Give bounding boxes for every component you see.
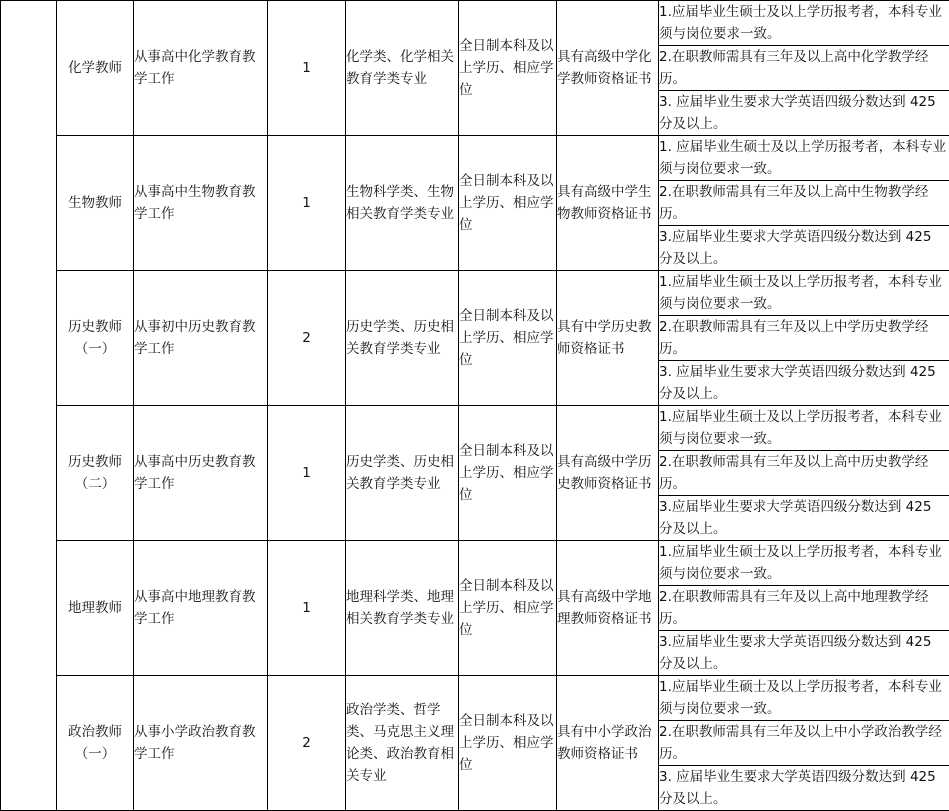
duty-cell: 从事高中化学教育教学工作	[134, 1, 268, 136]
requirement-cell: 1.应届毕业生硕士及以上学历报考者，本科专业须与岗位要求一致。	[659, 541, 949, 586]
requirement-cell: 2.在职教师需具有三年及以上中学历史教学经历。	[659, 316, 949, 361]
count-cell: 1	[268, 1, 346, 136]
requirement-cell: 3.应届毕业生要求大学英语四级分数达到 425 分及以上。	[659, 226, 949, 271]
position-cell: 生物教师	[57, 136, 134, 271]
requirement-cell: 3. 应届毕业生要求大学英语四级分数达到 425 分及以上。	[659, 766, 949, 811]
requirement-cell: 2.在职教师需具有三年及以上高中地理教学经历。	[659, 586, 949, 631]
education-cell: 全日制本科及以上学历、相应学位	[459, 676, 557, 811]
major-cell: 历史学类、历史相关教育学类专业	[346, 406, 459, 541]
qualification-cell: 具有高级中学历史教师资格证书	[557, 406, 659, 541]
major-cell: 生物科学类、生物相关教育学类专业	[346, 136, 459, 271]
duty-cell: 从事高中地理教育教学工作	[134, 541, 268, 676]
qualification-cell: 具有中学历史教师资格证书	[557, 271, 659, 406]
education-cell: 全日制本科及以上学历、相应学位	[459, 136, 557, 271]
qualification-cell: 具有高级中学地理教师资格证书	[557, 541, 659, 676]
qualification-cell: 具有高级中学化学教师资格证书	[557, 1, 659, 136]
table-row	[1, 406, 949, 451]
count-cell: 1	[268, 136, 346, 271]
count-cell: 1	[268, 541, 346, 676]
requirement-cell: 2.在职教师需具有三年及以上高中生物教学经历。	[659, 181, 949, 226]
education-cell: 全日制本科及以上学历、相应学位	[459, 406, 557, 541]
position-cell: 地理教师	[57, 541, 134, 676]
requirement-cell: 3.应届毕业生要求大学英语四级分数达到 425 分及以上。	[659, 496, 949, 541]
requirement-cell: 1.应届毕业生硕士及以上学历报考者，本科专业须与岗位要求一致。	[659, 1, 949, 46]
requirement-cell: 2.在职教师需具有三年及以上中小学政治教学经历。	[659, 721, 949, 766]
requirement-cell: 3.应届毕业生要求大学英语四级分数达到 425 分及以上。	[659, 631, 949, 676]
table-row	[1, 676, 949, 721]
table-row	[1, 136, 949, 181]
table-row	[1, 271, 949, 316]
table-row	[1, 1, 949, 46]
major-cell: 政治学类、哲学类、马克思主义理论类、政治教育相关专业	[346, 676, 459, 811]
major-cell: 地理科学类、地理相关教育学类专业	[346, 541, 459, 676]
major-cell: 化学类、化学相关教育学类专业	[346, 1, 459, 136]
count-cell: 2	[268, 676, 346, 811]
position-cell: 历史教师（一）	[57, 271, 134, 406]
duty-cell: 从事小学政治教育教学工作	[134, 676, 268, 811]
education-cell: 全日制本科及以上学历、相应学位	[459, 1, 557, 136]
duty-cell: 从事初中历史教育教学工作	[134, 271, 268, 406]
left-margin-cell	[1, 1, 57, 811]
education-cell: 全日制本科及以上学历、相应学位	[459, 541, 557, 676]
requirement-cell: 1.应届毕业生硕士及以上学历报考者，本科专业须与岗位要求一致。	[659, 676, 949, 721]
count-cell: 1	[268, 406, 346, 541]
requirement-cell: 1. 应届毕业生硕士及以上学历报考者，本科专业须与岗位要求一致。	[659, 136, 949, 181]
duty-cell: 从事高中生物教育教学工作	[134, 136, 268, 271]
table-row	[1, 541, 949, 586]
requirement-cell: 3. 应届毕业生要求大学英语四级分数达到 425 分及以上。	[659, 91, 949, 136]
duty-cell: 从事高中历史教育教学工作	[134, 406, 268, 541]
count-cell: 2	[268, 271, 346, 406]
requirement-cell: 3. 应届毕业生要求大学英语四级分数达到 425 分及以上。	[659, 361, 949, 406]
requirement-cell: 1.应届毕业生硕士及以上学历报考者，本科专业须与岗位要求一致。	[659, 271, 949, 316]
requirement-cell: 2.在职教师需具有三年及以上高中化学教学经历。	[659, 46, 949, 91]
position-cell: 化学教师	[57, 1, 134, 136]
position-cell: 政治教师（一）	[57, 676, 134, 811]
qualification-cell: 具有高级中学生物教师资格证书	[557, 136, 659, 271]
education-cell: 全日制本科及以上学历、相应学位	[459, 271, 557, 406]
requirement-cell: 1.应届毕业生硕士及以上学历报考者，本科专业须与岗位要求一致。	[659, 406, 949, 451]
major-cell: 历史学类、历史相关教育学类专业	[346, 271, 459, 406]
qualification-cell: 具有中小学政治教师资格证书	[557, 676, 659, 811]
requirement-cell: 2.在职教师需具有三年及以上高中历史教学经历。	[659, 451, 949, 496]
position-cell: 历史教师（二）	[57, 406, 134, 541]
